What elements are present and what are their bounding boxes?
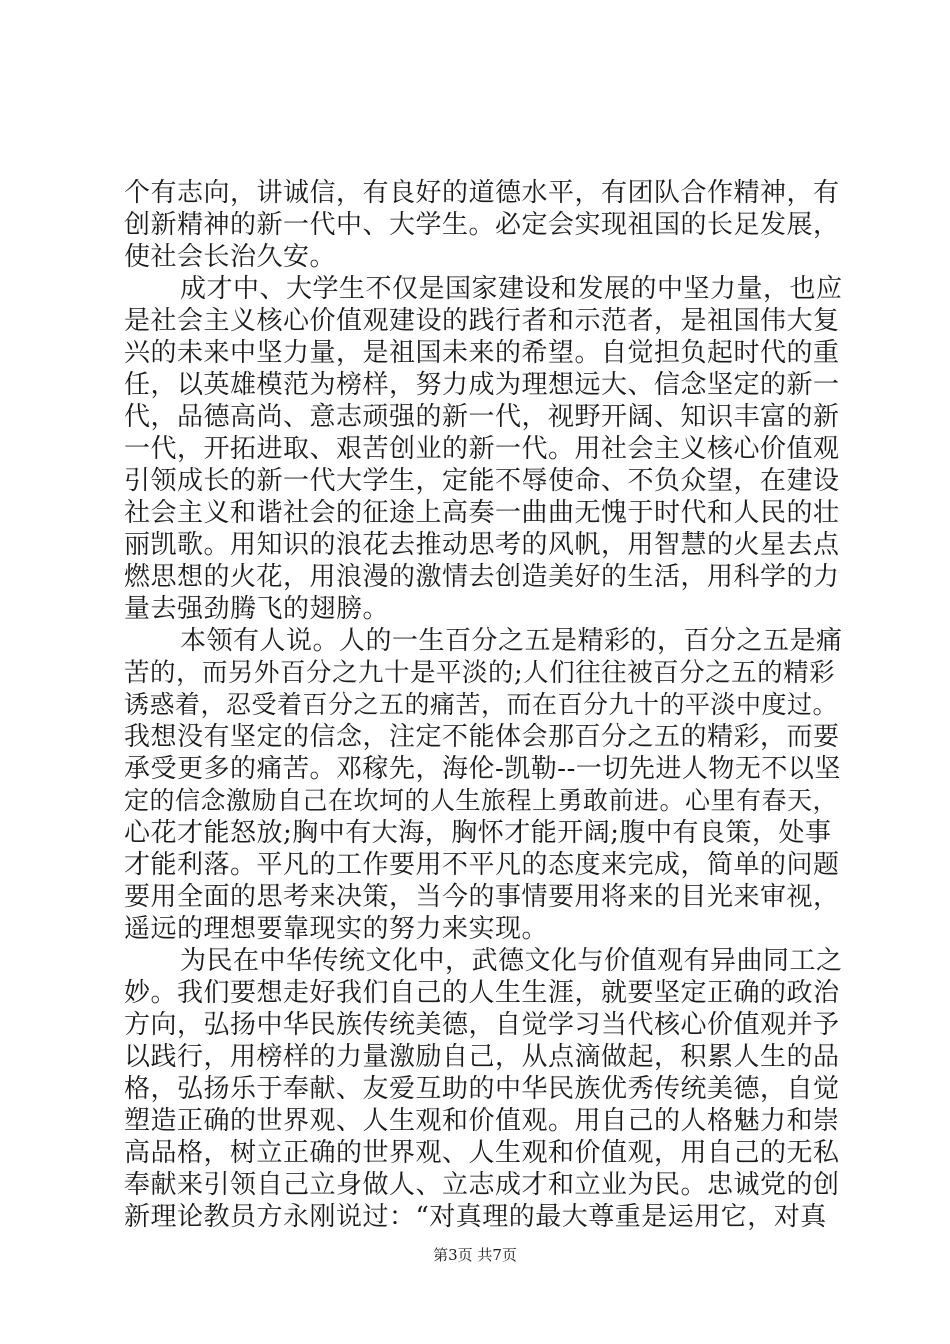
- text-line: 创新精神的新一代中、大学生。必定会实现祖国的长足发展，: [124, 210, 840, 240]
- text-line: 引领成长的新一代大学生，定能不辱使命、不负众望，在建设: [124, 466, 840, 496]
- text-line: 诱惑着，忍受着百分之五的痛苦，而在百分九十的平淡中度过。: [124, 690, 839, 719]
- text-line: 方向，弘扬中华民族传统美德，自觉学习当代核心价值观并予: [124, 1010, 840, 1040]
- text-line: 奉献来引领自己立身做人、立志成才和立业为民。忠诚党的创: [124, 1170, 840, 1200]
- paragraph-1: [124, 177, 844, 273]
- text-line: 兴的未来中坚力量，是祖国未来的希望。自觉担负起时代的重: [124, 338, 840, 368]
- text-line: 使社会长治久安。: [124, 242, 337, 272]
- text-line: 以践行，用榜样的力量激励自己，从点滴做起，积累人生的品: [124, 1042, 840, 1072]
- text-line: 为民在中华传统文化中，武德文化与价值观有异曲同工之: [180, 946, 843, 976]
- text-line: 塑造正确的世界观、人生观和价值观。用自己的人格魅力和崇: [124, 1106, 840, 1136]
- text-line: 成才中、大学生不仅是国家建设和发展的中坚力量，也应: [180, 274, 843, 304]
- text-line: 高品格，树立正确的世界观、人生观和价值观，用自己的无私: [124, 1138, 840, 1168]
- text-line: 要用全面的思考来决策，当今的事情要用将来的目光来审视，: [124, 882, 840, 912]
- text-line: 新理论教员方永刚说过：“对真理的最大尊重是运用它，对真: [124, 1202, 827, 1232]
- text-line: 定的信念激励自己在坎坷的人生旅程上勇敢前进。心里有春天，: [124, 786, 839, 815]
- text-line: 才能利落。平凡的工作要用不平凡的态度来完成，简单的问题: [124, 850, 840, 880]
- text-line: 量去强劲腾飞的翅膀。: [124, 594, 390, 624]
- paragraph-4: [124, 945, 844, 1233]
- text-line: 妙。我们要想走好我们自己的人生生涯，就要坚定正确的政治: [124, 978, 840, 1008]
- text-line: 心花才能怒放;胸中有大海，胸怀才能开阔;腹中有良策，处事: [124, 818, 832, 848]
- text-line: 代，品德高尚、意志顽强的新一代，视野开阔、知识丰富的新: [124, 402, 840, 432]
- text-line: 苦的，而另外百分之九十是平淡的;人们往往被百分之五的精彩: [124, 658, 836, 688]
- text-line: 社会主义和谐社会的征途上高奏一曲曲无愧于时代和人民的壮: [124, 498, 840, 528]
- text-line: 遥远的理想要靠现实的努力来实现。: [124, 914, 549, 944]
- text-line: 承受更多的痛苦。邓稼先，海伦-凯勒--一切先进人物无不以坚: [124, 754, 841, 784]
- text-line: 是社会主义核心价值观建设的践行者和示范者，是祖国伟大复: [124, 306, 840, 336]
- document-body: [124, 177, 844, 1233]
- text-line: 格，弘扬乐于奉献、友爱互助的中华民族优秀传统美德，自觉: [124, 1074, 840, 1104]
- text-line: 一代，开拓进取、艰苦创业的新一代。用社会主义核心价值观: [124, 434, 840, 464]
- paragraph-3: [124, 625, 844, 945]
- text-line: 本领有人说。人的一生百分之五是精彩的，百分之五是痛: [180, 626, 843, 656]
- text-line: 任，以英雄模范为榜样，努力成为理想远大、信念坚定的新一: [124, 370, 840, 400]
- text-line: 我想没有坚定的信念，注定不能体会那百分之五的精彩，而要: [124, 722, 840, 752]
- page-footer: [0, 1244, 950, 1265]
- text-line: 燃思想的火花，用浪漫的激情去创造美好的生活，用科学的力: [124, 562, 840, 592]
- paragraph-2: [124, 273, 844, 625]
- text-line: 个有志向，讲诚信，有良好的道德水平，有团队合作精神，有: [124, 178, 840, 208]
- text-line: 丽凯歌。用知识的浪花去推动思考的风帆，用智慧的火星去点: [124, 530, 840, 560]
- page-number-label: 第3页 共7页: [433, 1246, 517, 1264]
